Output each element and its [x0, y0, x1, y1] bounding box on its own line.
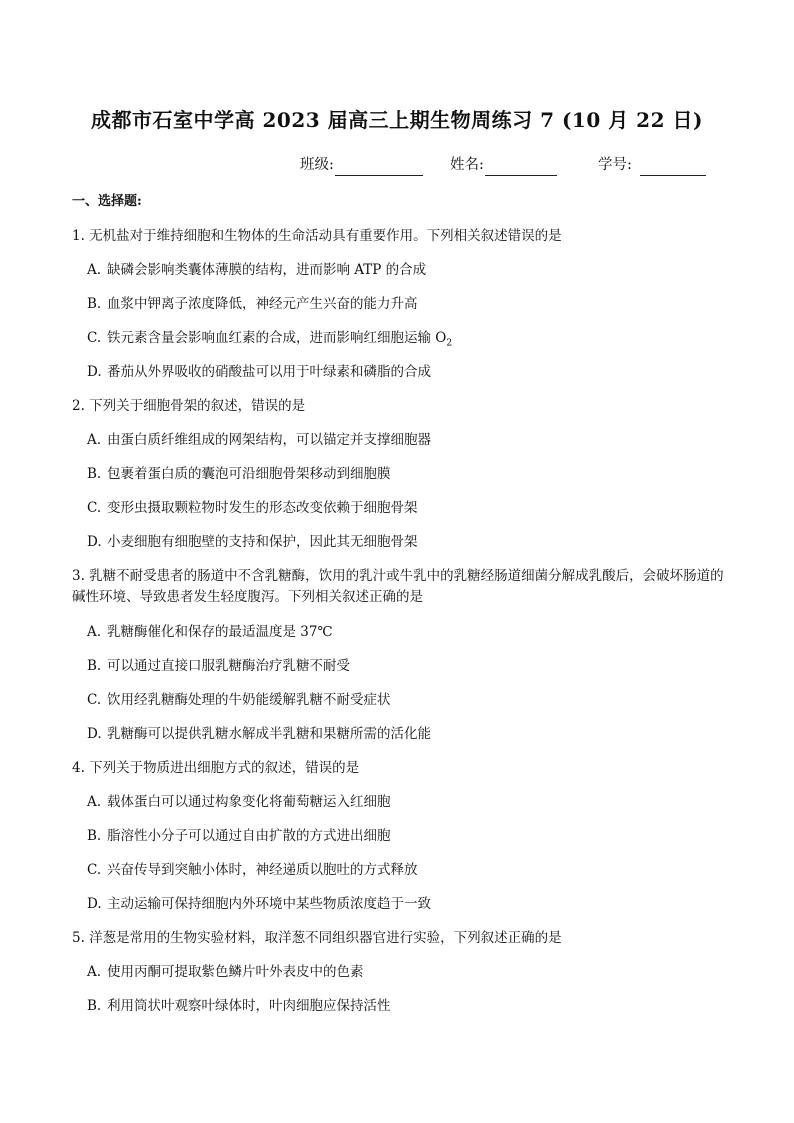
- section-heading: 一、选择题:: [72, 194, 142, 209]
- class-blank[interactable]: [335, 159, 423, 176]
- class-field: [300, 154, 423, 176]
- option-d[interactable]: D. 番茄从外界吸收的硝酸盐可以用于叶绿素和磷脂的合成: [87, 364, 431, 380]
- option-d[interactable]: D. 主动运输可保持细胞内外环境中某些物质浓度趋于一致: [87, 896, 431, 912]
- question-stem: 1. 无机盐对于维持细胞和生物体的生命活动具有重要作用。下列相关叙述错误的是: [72, 228, 562, 244]
- question-stem: 4. 下列关于物质进出细胞方式的叙述，错误的是: [72, 760, 360, 776]
- question-stem: 5. 洋葱是常用的生物实验材料，取洋葱不同组织器官进行实验，下列叙述正确的是: [72, 930, 562, 946]
- option-a[interactable]: A. 载体蛋白可以通过构象变化将葡萄糖运入红细胞: [87, 794, 391, 810]
- option-b[interactable]: B. 可以通过直接口服乳糖酶治疗乳糖不耐受: [87, 658, 350, 674]
- option-d[interactable]: D. 小麦细胞有细胞壁的支持和保护，因此其无细胞骨架: [87, 534, 418, 550]
- option-b[interactable]: B. 脂溶性小分子可以通过自由扩散的方式进出细胞: [87, 828, 391, 844]
- student-info-line: [300, 154, 720, 176]
- option-b[interactable]: B. 血浆中钾离子浓度降低，神经元产生兴奋的能力升高: [87, 296, 418, 312]
- option-c[interactable]: C. 饮用经乳糖酶处理的牛奶能缓解乳糖不耐受症状: [87, 692, 391, 708]
- id-label: 学号:: [598, 157, 632, 173]
- option-a[interactable]: A. 缺磷会影响类囊体薄膜的结构，进而影响 ATP 的合成: [87, 262, 427, 278]
- option-a[interactable]: A. 由蛋白质纤维组成的网架结构，可以锚定并支撑细胞器: [87, 432, 431, 448]
- question-stem: 3. 乳糖不耐受患者的肠道中不含乳糖酶，饮用的乳汁或牛乳中的乳糖经肠道细菌分解成乳酸后，会破坏肠道的碱性环境、导致患者发生轻度腹泻。下列相关叙述正确的是: [72, 568, 724, 605]
- name-blank[interactable]: [485, 159, 557, 176]
- name-label: 姓名:: [450, 157, 484, 173]
- option-c[interactable]: C. 变形虫摄取颗粒物时发生的形态改变依赖于细胞骨架: [87, 500, 418, 516]
- option-c[interactable]: C. 兴奋传导到突触小体时，神经递质以胞吐的方式释放: [87, 862, 418, 878]
- option-c[interactable]: C. 铁元素含量会影响血红素的合成，进而影响红细胞运输 $O_2$: [87, 330, 453, 349]
- question-stem: 2. 下列关于细胞骨架的叙述，错误的是: [72, 398, 306, 414]
- option-a[interactable]: A. 使用丙酮可提取紫色鳞片叶外表皮中的色素: [87, 964, 364, 980]
- class-label: 班级:: [300, 157, 334, 173]
- option-b[interactable]: B. 利用筒状叶观察叶绿体时，叶肉细胞应保持活性: [87, 998, 391, 1014]
- option-b[interactable]: B. 包裹着蛋白质的囊泡可沿细胞骨架移动到细胞膜: [87, 466, 391, 482]
- page-title: 成都市石室中学高 2023 届高三上期生物周练习 7 (10 月 22 日): [91, 108, 703, 132]
- option-d[interactable]: D. 乳糖酶可以提供乳糖水解成半乳糖和果糖所需的活化能: [87, 726, 431, 742]
- name-field: [450, 154, 557, 176]
- id-field: [598, 154, 706, 176]
- id-blank[interactable]: [640, 159, 706, 176]
- option-a[interactable]: A. 乳糖酶催化和保存的最适温度是 37℃: [87, 624, 333, 640]
